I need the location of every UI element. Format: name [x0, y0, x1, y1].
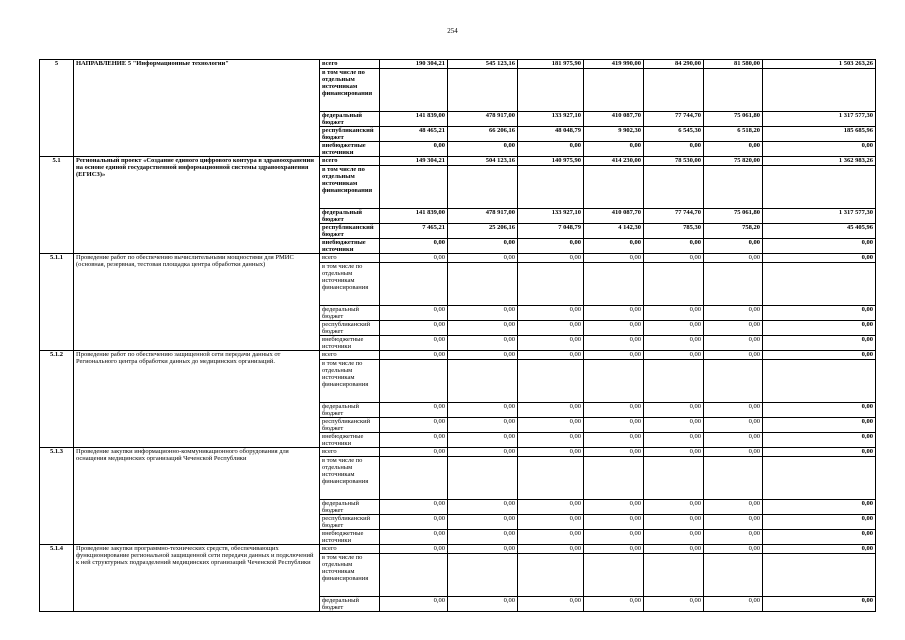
amount-cell: 0,00 — [704, 321, 763, 336]
amount-cell — [448, 69, 518, 112]
amount-cell — [584, 457, 644, 500]
amount-cell: 0,00 — [448, 321, 518, 336]
funding-source-label: республиканский бюджет — [320, 224, 380, 239]
section-name: Проведение закупки программно-технических средств, обеспечивающих функционирование региональной защищенной сети передачи данных и подключений к ней структурных подразделений медицинских организаций Чеченской Республики — [74, 545, 320, 612]
amount-cell — [448, 457, 518, 500]
amount-cell: 0,00 — [584, 336, 644, 351]
amount-cell: 758,20 — [704, 224, 763, 239]
amount-cell: 0,00 — [380, 321, 448, 336]
amount-cell: 0,00 — [704, 515, 763, 530]
amount-cell: 0,00 — [518, 597, 584, 612]
amount-cell: 0,00 — [518, 545, 584, 554]
amount-cell — [763, 69, 876, 112]
funding-source-label: всего — [320, 157, 380, 166]
amount-cell: 0,00 — [763, 321, 876, 336]
amount-cell: 0,00 — [704, 418, 763, 433]
section-number: 5.1.2 — [40, 351, 74, 448]
funding-source-label: в том числе по отдельным источникам финансирования — [320, 360, 380, 403]
amount-cell: 77 744,70 — [644, 209, 704, 224]
amount-cell: 0,00 — [380, 530, 448, 545]
funding-source-label: всего — [320, 351, 380, 360]
amount-cell: 0,00 — [518, 142, 584, 157]
amount-cell — [518, 457, 584, 500]
amount-cell: 0,00 — [763, 239, 876, 254]
amount-cell: 0,00 — [704, 530, 763, 545]
funding-source-label: республиканский бюджет — [320, 321, 380, 336]
amount-cell: 0,00 — [448, 433, 518, 448]
amount-cell — [704, 166, 763, 209]
amount-cell — [380, 263, 448, 306]
funding-source-label: республиканский бюджет — [320, 418, 380, 433]
amount-cell: 0,00 — [704, 239, 763, 254]
amount-cell: 0,00 — [448, 306, 518, 321]
amount-cell: 45 405,96 — [763, 224, 876, 239]
amount-cell: 78 530,00 — [644, 157, 704, 166]
amount-cell: 0,00 — [448, 597, 518, 612]
amount-cell: 0,00 — [763, 530, 876, 545]
amount-cell — [644, 554, 704, 597]
amount-cell — [644, 263, 704, 306]
amount-cell: 0,00 — [380, 545, 448, 554]
amount-cell: 1 317 577,30 — [763, 112, 876, 127]
amount-cell: 141 839,00 — [380, 209, 448, 224]
amount-cell: 0,00 — [448, 351, 518, 360]
amount-cell: 0,00 — [763, 142, 876, 157]
amount-cell: 0,00 — [518, 254, 584, 263]
amount-cell: 1 503 263,26 — [763, 60, 876, 69]
amount-cell: 81 580,00 — [704, 60, 763, 69]
amount-cell: 0,00 — [584, 448, 644, 457]
amount-cell: 0,00 — [704, 500, 763, 515]
amount-cell — [380, 360, 448, 403]
amount-cell: 0,00 — [644, 403, 704, 418]
amount-cell: 0,00 — [763, 403, 876, 418]
amount-cell: 0,00 — [704, 336, 763, 351]
amount-cell: 185 685,96 — [763, 127, 876, 142]
amount-cell: 0,00 — [380, 448, 448, 457]
funding-source-label: внебюджетные источники — [320, 530, 380, 545]
funding-source-label: в том числе по отдельным источникам финансирования — [320, 457, 380, 500]
amount-cell: 0,00 — [763, 433, 876, 448]
amount-cell: 7 465,21 — [380, 224, 448, 239]
amount-cell: 0,00 — [584, 500, 644, 515]
amount-cell: 0,00 — [704, 351, 763, 360]
amount-cell — [644, 166, 704, 209]
amount-cell — [518, 166, 584, 209]
amount-cell: 0,00 — [584, 351, 644, 360]
amount-cell: 0,00 — [448, 515, 518, 530]
amount-cell: 0,00 — [448, 239, 518, 254]
amount-cell: 0,00 — [518, 306, 584, 321]
amount-cell — [518, 263, 584, 306]
amount-cell: 0,00 — [518, 239, 584, 254]
funding-source-label: федеральный бюджет — [320, 112, 380, 127]
amount-cell: 0,00 — [518, 418, 584, 433]
amount-cell: 419 990,00 — [584, 60, 644, 69]
amount-cell — [584, 69, 644, 112]
amount-cell: 0,00 — [518, 500, 584, 515]
amount-cell: 133 927,10 — [518, 112, 584, 127]
amount-cell — [518, 360, 584, 403]
amount-cell: 0,00 — [380, 433, 448, 448]
amount-cell: 0,00 — [704, 306, 763, 321]
amount-cell: 0,00 — [584, 142, 644, 157]
amount-cell: 1 362 983,26 — [763, 157, 876, 166]
amount-cell: 48 048,79 — [518, 127, 584, 142]
funding-source-label: всего — [320, 60, 380, 69]
amount-cell — [380, 69, 448, 112]
amount-cell: 0,00 — [644, 418, 704, 433]
amount-cell: 0,00 — [380, 500, 448, 515]
amount-cell: 0,00 — [518, 530, 584, 545]
amount-cell: 0,00 — [584, 545, 644, 554]
funding-source-label: федеральный бюджет — [320, 597, 380, 612]
amount-cell: 9 902,30 — [584, 127, 644, 142]
amount-cell — [448, 166, 518, 209]
amount-cell — [380, 166, 448, 209]
amount-cell: 478 917,00 — [448, 209, 518, 224]
amount-cell — [704, 360, 763, 403]
amount-cell: 0,00 — [380, 142, 448, 157]
amount-cell: 4 142,30 — [584, 224, 644, 239]
amount-cell: 0,00 — [584, 418, 644, 433]
amount-cell — [380, 457, 448, 500]
section-name: Проведение работ по обеспечению защищенной сети передачи данных от Регионального центра обработки данных до медицинских организаций. — [74, 351, 320, 448]
amount-cell: 0,00 — [644, 142, 704, 157]
amount-cell: 77 744,70 — [644, 112, 704, 127]
section-name: Региональный проект «Создание единого цифрового контура в здравоохранении на основе единой государственной информационной системы здравоохранения (ЕГИСЗ)» — [74, 157, 320, 254]
amount-cell — [763, 263, 876, 306]
amount-cell: 0,00 — [644, 433, 704, 448]
funding-source-label: всего — [320, 254, 380, 263]
amount-cell: 0,00 — [763, 515, 876, 530]
amount-cell: 75 061,80 — [704, 112, 763, 127]
amount-cell: 0,00 — [380, 597, 448, 612]
amount-cell: 0,00 — [584, 321, 644, 336]
section-number: 5.1.4 — [40, 545, 74, 612]
amount-cell: 84 290,00 — [644, 60, 704, 69]
amount-cell: 0,00 — [518, 351, 584, 360]
section-number: 5.1 — [40, 157, 74, 254]
amount-cell: 0,00 — [644, 239, 704, 254]
amount-cell — [518, 554, 584, 597]
amount-cell: 785,30 — [644, 224, 704, 239]
amount-cell: 545 123,16 — [448, 60, 518, 69]
amount-cell: 0,00 — [584, 530, 644, 545]
funding-source-label: федеральный бюджет — [320, 306, 380, 321]
amount-cell: 0,00 — [448, 403, 518, 418]
funding-source-label: республиканский бюджет — [320, 127, 380, 142]
amount-cell: 75 061,80 — [704, 209, 763, 224]
amount-cell: 0,00 — [644, 597, 704, 612]
amount-cell — [763, 166, 876, 209]
budget-table — [39, 59, 876, 612]
amount-cell: 0,00 — [584, 597, 644, 612]
amount-cell — [584, 263, 644, 306]
amount-cell: 0,00 — [763, 336, 876, 351]
amount-cell: 0,00 — [644, 500, 704, 515]
funding-source-label: федеральный бюджет — [320, 403, 380, 418]
amount-cell — [584, 360, 644, 403]
amount-cell — [584, 554, 644, 597]
funding-source-label: внебюджетные источники — [320, 433, 380, 448]
table-row — [40, 448, 876, 457]
amount-cell: 0,00 — [518, 321, 584, 336]
funding-source-label: всего — [320, 545, 380, 554]
amount-cell: 0,00 — [644, 530, 704, 545]
amount-cell: 0,00 — [518, 403, 584, 418]
amount-cell: 504 123,16 — [448, 157, 518, 166]
amount-cell: 0,00 — [763, 448, 876, 457]
funding-source-label: республиканский бюджет — [320, 515, 380, 530]
amount-cell: 0,00 — [380, 336, 448, 351]
amount-cell: 0,00 — [704, 545, 763, 554]
amount-cell: 48 465,21 — [380, 127, 448, 142]
amount-cell: 0,00 — [584, 403, 644, 418]
amount-cell — [584, 166, 644, 209]
amount-cell: 181 975,90 — [518, 60, 584, 69]
amount-cell: 0,00 — [704, 254, 763, 263]
amount-cell: 0,00 — [584, 254, 644, 263]
amount-cell — [763, 360, 876, 403]
amount-cell — [448, 263, 518, 306]
section-name: Проведение закупки информационно-коммуникационного оборудования для оснащения медицинских организаций Чеченской Республики — [74, 448, 320, 545]
amount-cell: 0,00 — [704, 448, 763, 457]
amount-cell: 478 917,00 — [448, 112, 518, 127]
amount-cell — [704, 69, 763, 112]
amount-cell — [763, 457, 876, 500]
amount-cell: 6 518,20 — [704, 127, 763, 142]
funding-source-label: федеральный бюджет — [320, 500, 380, 515]
amount-cell: 0,00 — [380, 403, 448, 418]
amount-cell — [380, 554, 448, 597]
amount-cell: 0,00 — [380, 306, 448, 321]
funding-source-label: в том числе по отдельным источникам финансирования — [320, 263, 380, 306]
amount-cell: 0,00 — [763, 306, 876, 321]
section-name: Проведение работ по обеспечению вычислительными мощностями для РМИС (основная, резервная, тестовая площадка центра обработки данных) — [74, 254, 320, 351]
amount-cell: 0,00 — [380, 418, 448, 433]
amount-cell: 0,00 — [704, 433, 763, 448]
amount-cell: 0,00 — [763, 500, 876, 515]
amount-cell: 0,00 — [763, 418, 876, 433]
amount-cell: 66 206,16 — [448, 127, 518, 142]
amount-cell — [644, 360, 704, 403]
amount-cell — [644, 69, 704, 112]
amount-cell: 0,00 — [448, 545, 518, 554]
amount-cell: 0,00 — [448, 142, 518, 157]
amount-cell — [704, 554, 763, 597]
amount-cell — [448, 554, 518, 597]
amount-cell — [704, 457, 763, 500]
funding-source-label: в том числе по отдельным источникам финансирования — [320, 554, 380, 597]
amount-cell: 0,00 — [518, 336, 584, 351]
amount-cell: 0,00 — [518, 433, 584, 448]
amount-cell: 0,00 — [584, 515, 644, 530]
table-row — [40, 545, 876, 554]
section-number: 5.1.1 — [40, 254, 74, 351]
amount-cell: 0,00 — [584, 239, 644, 254]
funding-source-label: федеральный бюджет — [320, 209, 380, 224]
amount-cell: 0,00 — [380, 239, 448, 254]
amount-cell — [704, 263, 763, 306]
amount-cell: 0,00 — [448, 418, 518, 433]
section-number: 5.1.3 — [40, 448, 74, 545]
table-row — [40, 157, 876, 166]
amount-cell: 25 206,16 — [448, 224, 518, 239]
amount-cell: 0,00 — [448, 500, 518, 515]
amount-cell — [763, 554, 876, 597]
amount-cell: 75 820,00 — [704, 157, 763, 166]
amount-cell: 0,00 — [448, 530, 518, 545]
amount-cell — [644, 457, 704, 500]
funding-source-label: всего — [320, 448, 380, 457]
section-name: НАПРАВЛЕНИЕ 5 "Информационные технологии" — [74, 60, 320, 157]
amount-cell: 0,00 — [644, 336, 704, 351]
amount-cell: 0,00 — [763, 597, 876, 612]
amount-cell: 0,00 — [644, 545, 704, 554]
amount-cell: 0,00 — [644, 306, 704, 321]
budget-table-body — [40, 60, 876, 612]
amount-cell: 0,00 — [704, 403, 763, 418]
amount-cell: 0,00 — [518, 448, 584, 457]
amount-cell: 0,00 — [380, 515, 448, 530]
amount-cell: 1 317 577,30 — [763, 209, 876, 224]
amount-cell: 0,00 — [704, 142, 763, 157]
table-row — [40, 60, 876, 69]
amount-cell: 0,00 — [448, 448, 518, 457]
amount-cell: 0,00 — [380, 351, 448, 360]
amount-cell: 141 839,00 — [380, 112, 448, 127]
amount-cell — [518, 69, 584, 112]
amount-cell: 6 545,30 — [644, 127, 704, 142]
amount-cell: 0,00 — [448, 336, 518, 351]
amount-cell: 0,00 — [644, 254, 704, 263]
amount-cell: 0,00 — [644, 351, 704, 360]
amount-cell: 0,00 — [763, 351, 876, 360]
amount-cell: 0,00 — [704, 597, 763, 612]
amount-cell: 7 048,79 — [518, 224, 584, 239]
amount-cell — [448, 360, 518, 403]
funding-source-label: внебюджетные источники — [320, 336, 380, 351]
page-number: 254 — [447, 27, 458, 35]
amount-cell: 133 927,10 — [518, 209, 584, 224]
funding-source-label: внебюджетные источники — [320, 142, 380, 157]
amount-cell: 410 087,70 — [584, 209, 644, 224]
table-row — [40, 351, 876, 360]
funding-source-label: в том числе по отдельным источникам финансирования — [320, 69, 380, 112]
amount-cell: 0,00 — [644, 448, 704, 457]
amount-cell: 0,00 — [380, 254, 448, 263]
amount-cell: 0,00 — [518, 515, 584, 530]
amount-cell: 0,00 — [644, 321, 704, 336]
amount-cell: 149 304,21 — [380, 157, 448, 166]
funding-source-label: в том числе по отдельным источникам финансирования — [320, 166, 380, 209]
table-row — [40, 254, 876, 263]
amount-cell: 0,00 — [644, 515, 704, 530]
amount-cell: 0,00 — [584, 433, 644, 448]
amount-cell: 0,00 — [584, 306, 644, 321]
amount-cell: 140 975,90 — [518, 157, 584, 166]
amount-cell: 0,00 — [763, 254, 876, 263]
amount-cell: 414 230,00 — [584, 157, 644, 166]
amount-cell: 0,00 — [448, 254, 518, 263]
amount-cell: 410 087,70 — [584, 112, 644, 127]
amount-cell: 0,00 — [763, 545, 876, 554]
funding-source-label: внебюджетные источники — [320, 239, 380, 254]
section-number: 5 — [40, 60, 74, 157]
amount-cell: 190 304,21 — [380, 60, 448, 69]
